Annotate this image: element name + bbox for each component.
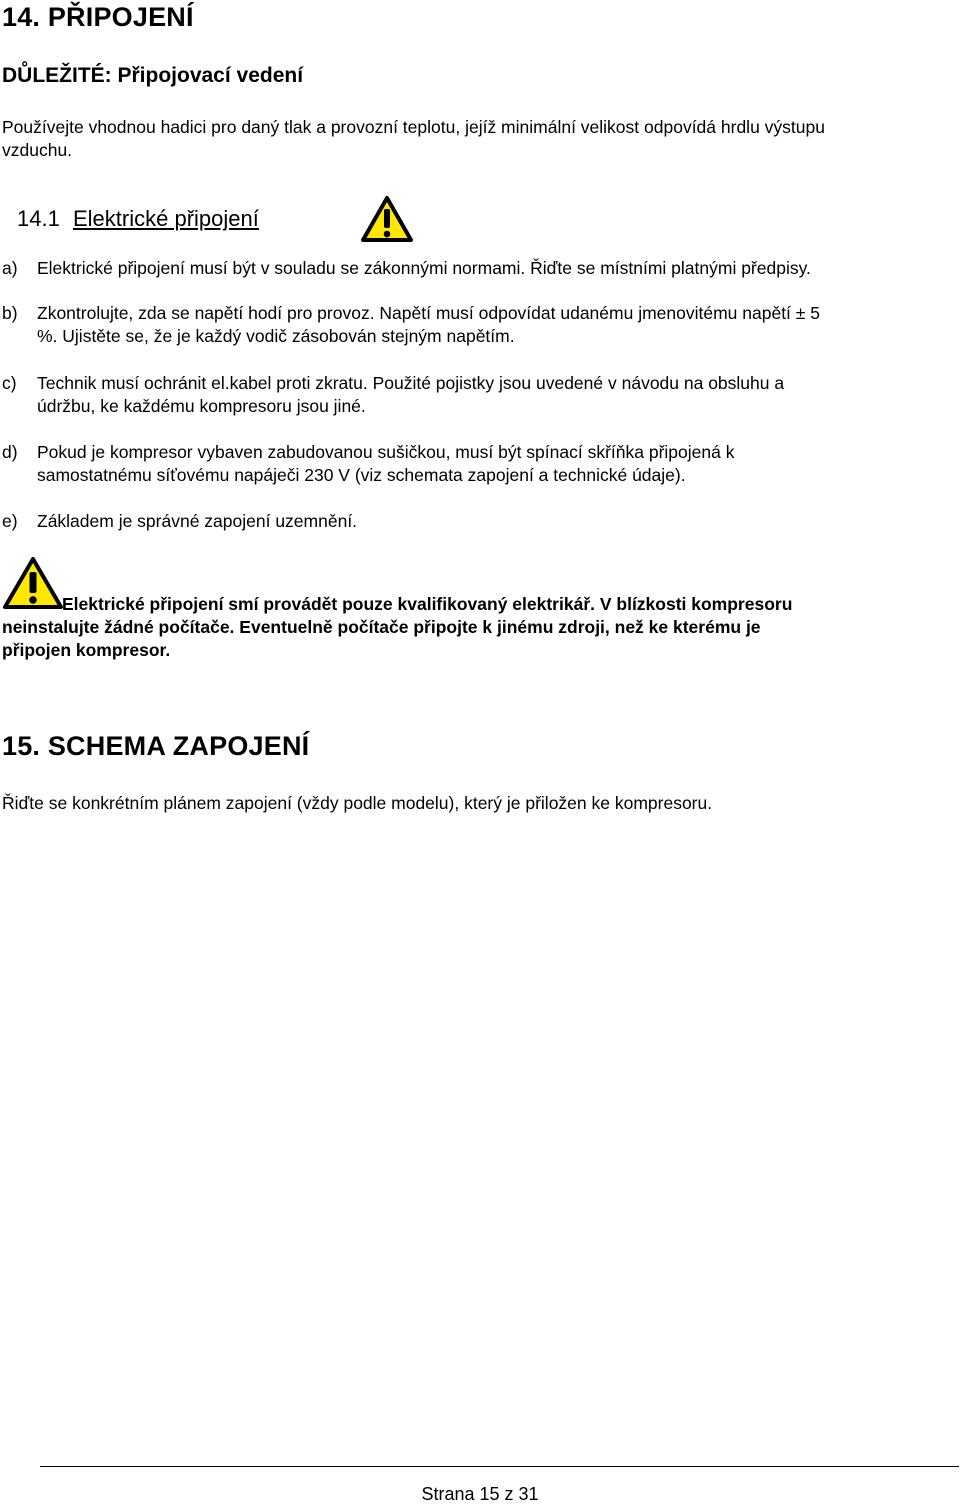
warning-text-line-2: neinstalujte žádné počítače. Eventuelně počítače připojte k jinému zdroji, než ke kterému je [2, 617, 761, 637]
subsection-title: Elektrické připojení [73, 206, 259, 231]
section-15-text: Řiďte se konkrétním plánem zapojení (vždy podle modelu), který je přiložen ke kompresoru. [2, 793, 713, 813]
list-item-text: samostatnému síťovému napáječi 230 V (viz schemata zapojení a technické údaje). [37, 465, 686, 485]
intro-line-1: Používejte vhodnou hadici pro daný tlak a provozní teplotu, jejíž minimální velikost odpovídá hrdlu výstupu [2, 117, 825, 137]
subsection-heading [17, 206, 259, 232]
list-item-label: b) [2, 303, 18, 323]
list-item-text: Zkontrolujte, zda se napětí hodí pro provoz. Napětí musí odpovídat udanému jmenovitému napětí ± 5 [37, 303, 820, 323]
intro-line-2: vzduchu. [2, 140, 73, 160]
intro-paragraph [2, 116, 960, 162]
list-item-text: Elektrické připojení musí být v souladu se zákonnými normami. Řiďte se místními platnými předpisy. [37, 258, 811, 278]
warning-text-line-1: Elektrické připojení smí provádět pouze kvalifikovaný elektrikář. V blízkosti kompresoru [62, 594, 793, 614]
list-item-label: c) [2, 373, 17, 393]
list-item-label: e) [2, 511, 18, 531]
list-item-text: %. Ujistěte se, že je každý vodič zásobován stejným napětím. [37, 326, 515, 346]
subsection-number: 14.1 [17, 206, 60, 231]
list-item-text: Základem je správné zapojení uzemnění. [37, 511, 358, 531]
section-15-title: 15. SCHEMA ZAPOJENÍ [2, 731, 310, 761]
list-item-text: údržbu, ke každému kompresoru jsou jiné. [37, 396, 366, 416]
warning-triangle-icon [360, 195, 414, 243]
warning-triangle-icon [2, 556, 64, 610]
list-item-text: Technik musí ochránit el.kabel proti zkratu. Použité pojistky jsou uvedené v návodu na obsluhu a [37, 373, 785, 393]
important-heading: DŮLEŽITÉ: Připojovací vedení [2, 64, 304, 87]
footer-divider [40, 1466, 959, 1467]
warning-text-line-3: připojen kompresor. [2, 640, 171, 660]
list-item-label: a) [2, 258, 18, 278]
section-14-title: 14. PŘIPOJENÍ [2, 2, 194, 32]
list-item-text: Pokud je kompresor vybaven zabudovanou sušičkou, musí být spínací skříňka připojená k [37, 442, 735, 462]
list-item-label: d) [2, 442, 18, 462]
page-number: Strana 15 z 31 [421, 1484, 539, 1504]
